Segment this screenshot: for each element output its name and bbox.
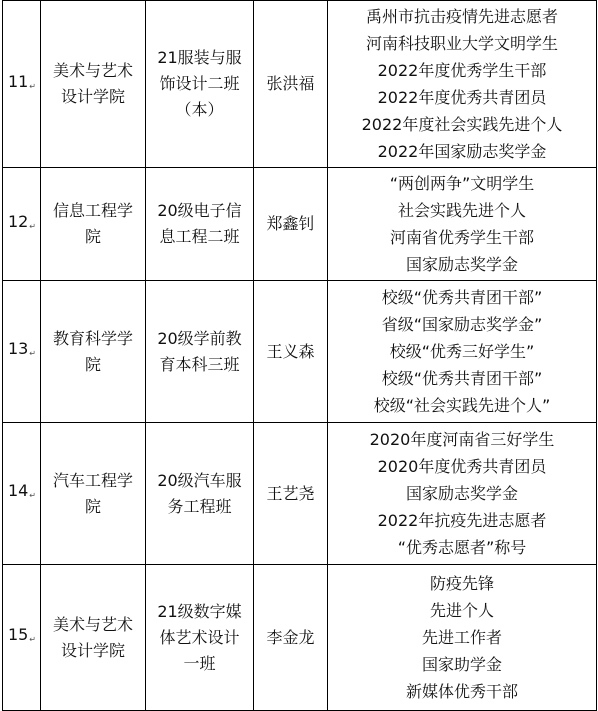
class-cell xyxy=(146,1,254,168)
award-table xyxy=(2,0,597,711)
name-cell xyxy=(254,565,328,711)
honor-item: “优秀志愿者”称号 xyxy=(397,538,527,557)
row-index-cell: 12↵ xyxy=(3,168,41,281)
class-name: 21级数字媒体艺术设计一班 xyxy=(157,601,242,673)
student-name: 李金龙 xyxy=(266,627,315,647)
college-name: 信息工程学院 xyxy=(52,201,133,246)
row-index: 13 xyxy=(7,339,29,358)
table-row xyxy=(3,281,597,423)
honor-item: 2020年度优秀共青团员 xyxy=(377,457,547,476)
honor-item: 校级“社会实践先进个人” xyxy=(373,396,551,415)
row-index: 11 xyxy=(7,71,29,91)
college-cell xyxy=(41,281,146,423)
row-index: 12 xyxy=(7,211,29,231)
honor-item: 2022年度社会实践先进个人 xyxy=(361,115,563,134)
honor-item: 河南省优秀学生干部 xyxy=(389,228,534,247)
name-cell xyxy=(254,281,328,423)
class-name: 21服装与服饰设计二班（本） xyxy=(157,48,242,119)
row-index-cell: 14↵ xyxy=(3,423,41,565)
table-row xyxy=(3,423,597,565)
honor-item: “两创两争”文明学生 xyxy=(389,174,535,193)
college-cell xyxy=(41,1,146,168)
honor-item: 河南科技职业大学文明学生 xyxy=(365,34,558,53)
honor-item: 国家助学金 xyxy=(421,655,502,674)
name-cell xyxy=(254,168,328,281)
college-name: 教育科学学院 xyxy=(52,328,133,374)
honor-item: 校级“优秀共青团干部” xyxy=(381,288,543,307)
row-index: 15 xyxy=(7,625,29,644)
student-name: 张洪福 xyxy=(266,74,315,93)
college-name: 美术与艺术设计学院 xyxy=(52,614,133,660)
honor-item: 校级“优秀三好学生” xyxy=(389,342,535,361)
honor-item: 2022年度优秀学生干部 xyxy=(377,61,547,80)
college-name: 美术与艺术设计学院 xyxy=(52,61,133,106)
honors-cell xyxy=(328,281,597,423)
class-cell xyxy=(146,423,254,565)
table-row xyxy=(3,565,597,711)
honor-item: 校级“优秀共青团干部” xyxy=(381,369,543,388)
honors-cell xyxy=(328,423,597,565)
honors-cell xyxy=(328,565,597,711)
honor-item: 国家励志奖学金 xyxy=(405,255,518,274)
class-name: 20级汽车服务工程班 xyxy=(157,470,242,516)
honor-item: 2022年抗疫先进志愿者 xyxy=(377,511,547,530)
row-index: 14 xyxy=(7,481,29,500)
class-name: 20级电子信息工程二班 xyxy=(157,201,242,246)
name-cell xyxy=(254,1,328,168)
table-row xyxy=(3,1,597,168)
honor-item: 2022年度优秀共青团员 xyxy=(377,88,547,107)
honor-item: 国家励志奖学金 xyxy=(405,484,518,503)
class-cell xyxy=(146,565,254,711)
college-name: 汽车工程学院 xyxy=(52,470,133,516)
row-index-cell: 11↵ xyxy=(3,1,41,168)
student-name: 郑鑫钊 xyxy=(266,214,315,233)
honor-item: 2022年国家励志奖学金 xyxy=(377,142,547,161)
honor-item: 2020年度河南省三好学生 xyxy=(369,430,555,449)
name-cell xyxy=(254,423,328,565)
class-name: 20级学前教育本科三班 xyxy=(157,328,242,374)
college-cell xyxy=(41,423,146,565)
honor-item: 先进个人 xyxy=(429,601,494,620)
class-cell xyxy=(146,281,254,423)
honor-item: 先进工作者 xyxy=(421,628,502,647)
row-index-cell: 15↵ xyxy=(3,565,41,711)
table-row xyxy=(3,168,597,281)
student-name: 王义森 xyxy=(266,341,315,361)
row-index-cell: 13↵ xyxy=(3,281,41,423)
honors-cell xyxy=(328,168,597,281)
college-cell xyxy=(41,565,146,711)
honor-item: 社会实践先进个人 xyxy=(397,201,526,220)
honor-item: 防疫先锋 xyxy=(429,574,494,593)
honor-item: 省级“国家励志奖学金” xyxy=(381,315,543,334)
college-cell xyxy=(41,168,146,281)
honors-cell xyxy=(328,1,597,168)
class-cell xyxy=(146,168,254,281)
honor-item: 禹州市抗击疫情先进志愿者 xyxy=(365,7,558,26)
honor-item: 新媒体优秀干部 xyxy=(405,682,518,701)
student-name: 王艺尧 xyxy=(266,483,315,503)
